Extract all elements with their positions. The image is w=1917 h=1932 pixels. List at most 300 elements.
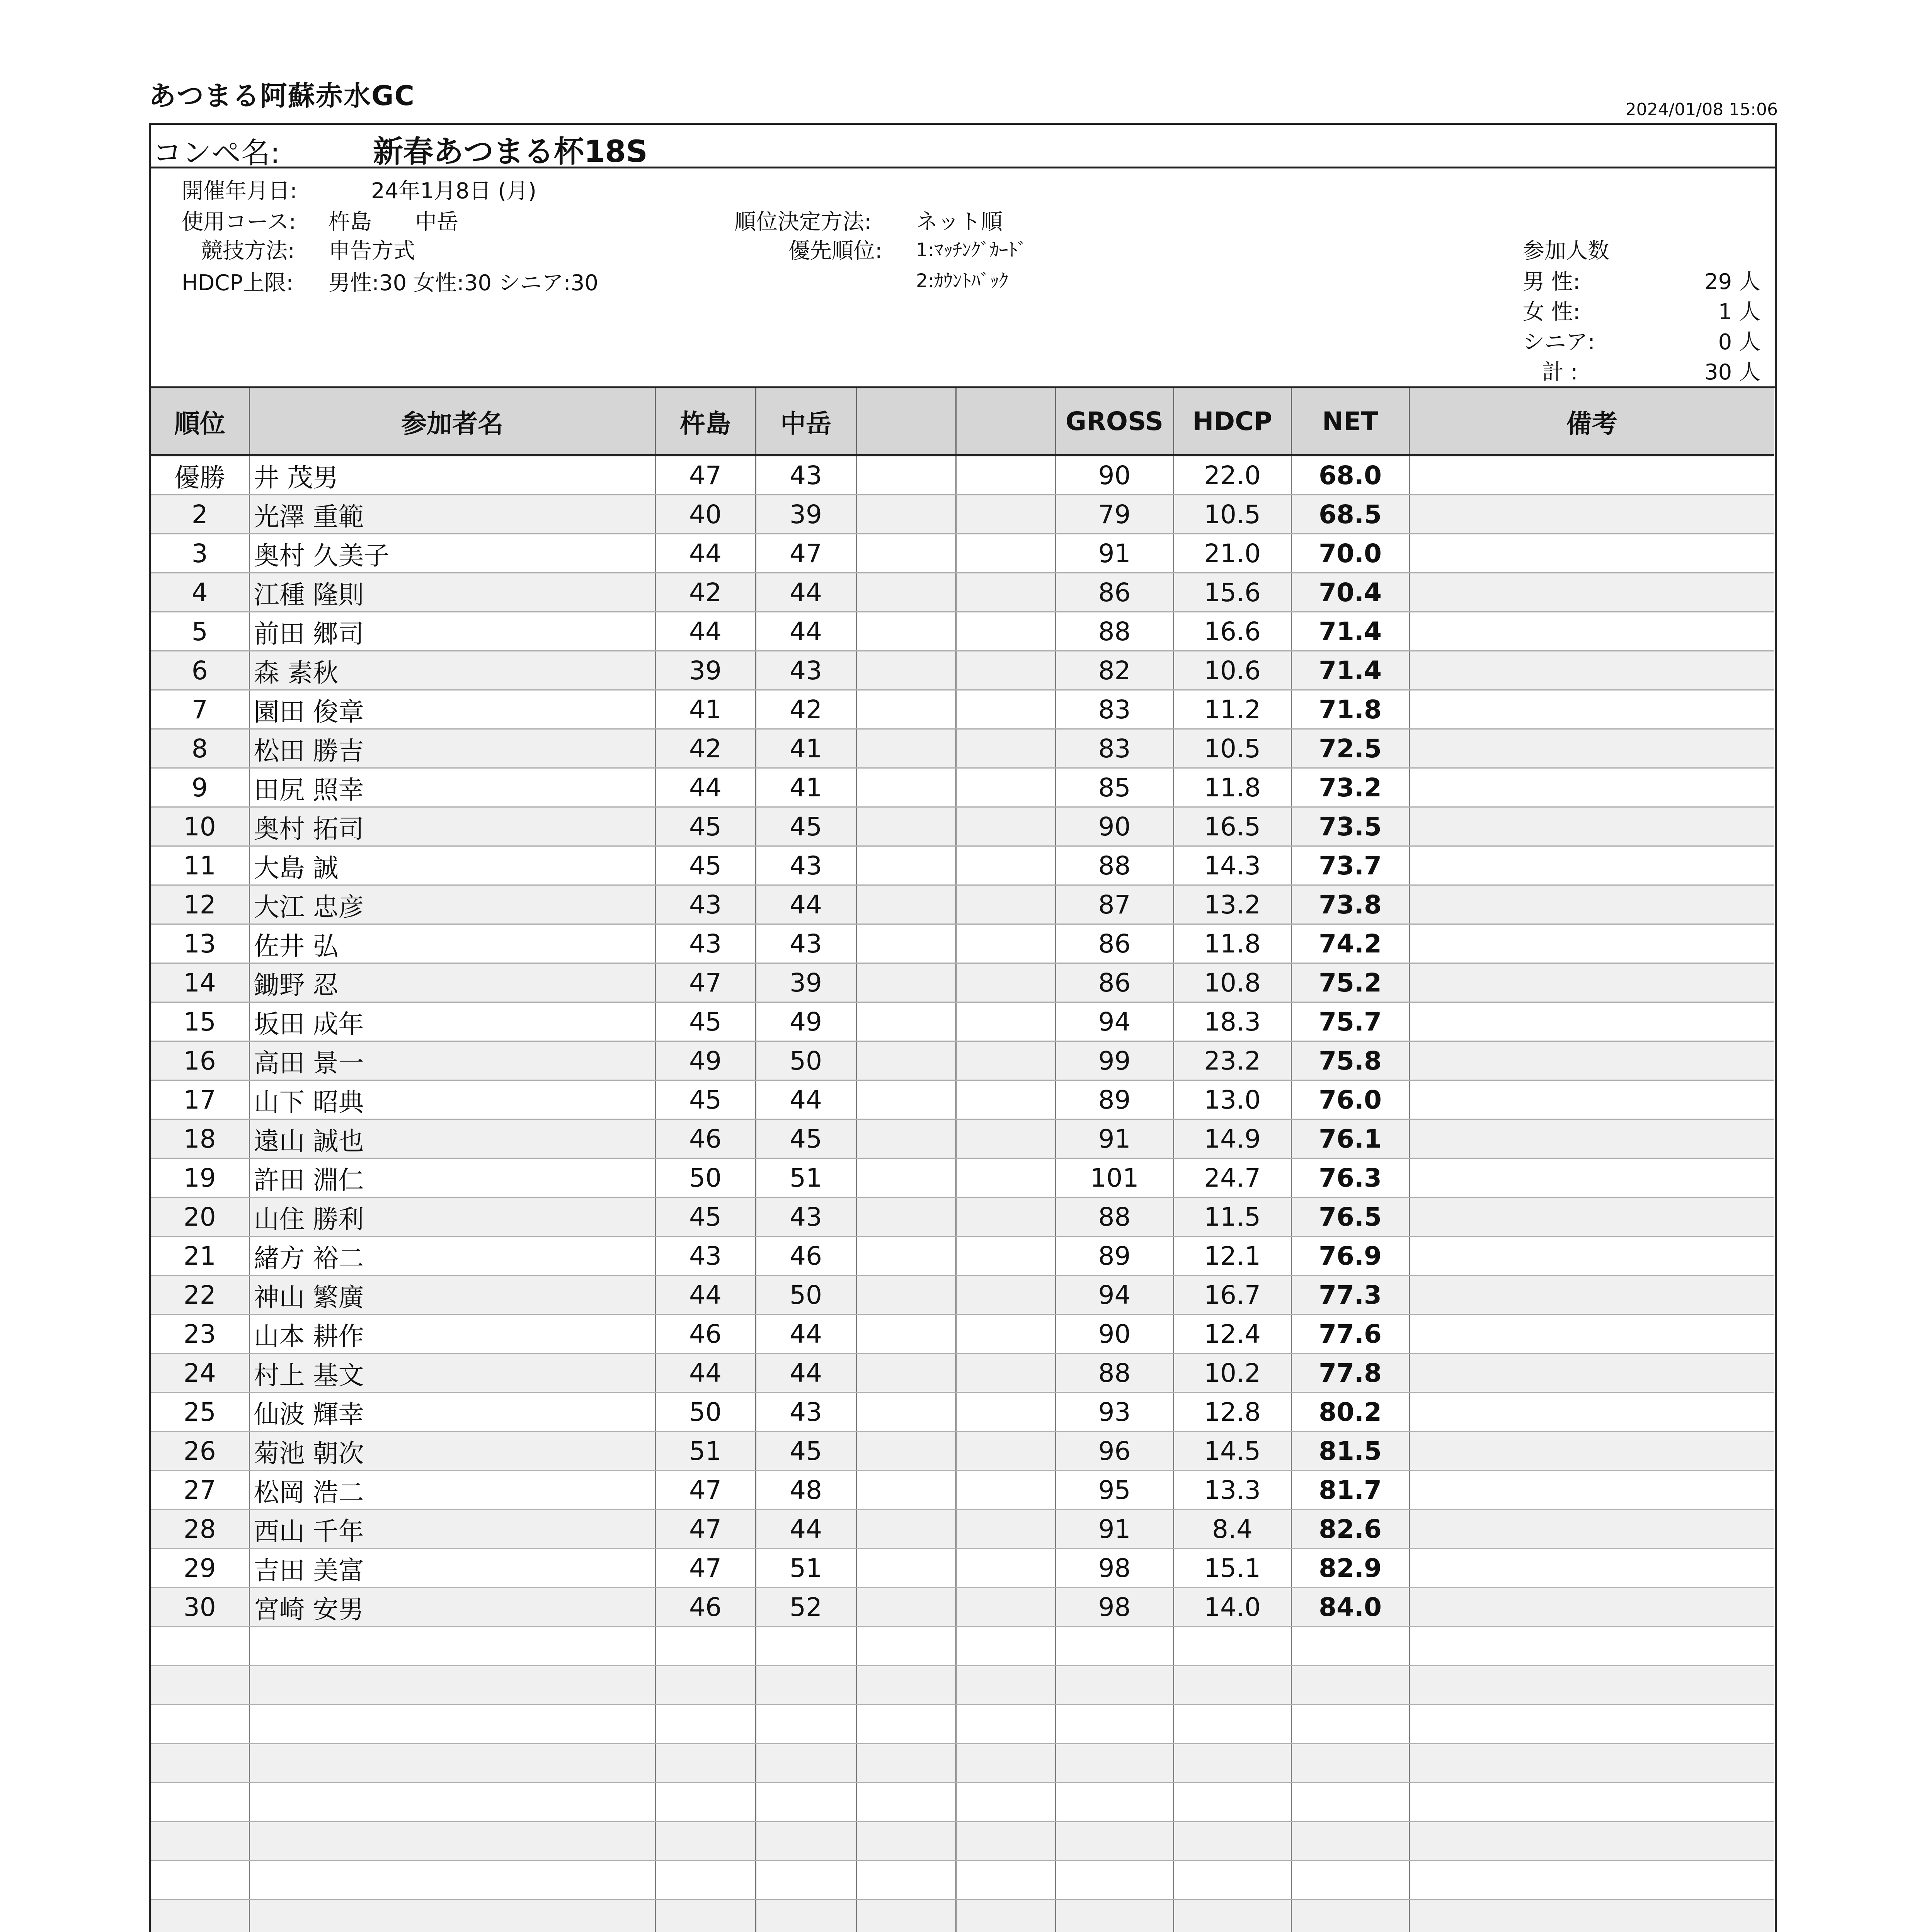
senior-count-label: シニア:: [1523, 330, 1595, 355]
kishima-score-cell: 50: [655, 1158, 756, 1197]
gross-cell: 101: [1056, 1158, 1173, 1197]
net-cell: 73.7: [1291, 846, 1409, 885]
nakadake-score-cell: [756, 1627, 856, 1666]
name-cell: 山本 耕作: [249, 1315, 655, 1354]
remarks-cell: [1409, 651, 1774, 690]
blank-cell: [856, 1080, 956, 1119]
blank-cell: [856, 963, 956, 1002]
hdcp-cell: 10.5: [1173, 495, 1291, 534]
gross-cell: 83: [1056, 690, 1173, 729]
kishima-score-cell: 44: [655, 534, 756, 573]
name-cell: 森 素秋: [249, 651, 655, 690]
gross-cell: 91: [1056, 1119, 1173, 1158]
hdcp-cell: [1173, 1705, 1291, 1744]
table-row: [151, 1197, 1774, 1236]
table-row: [151, 1315, 1774, 1354]
remarks-cell: [1409, 1783, 1774, 1822]
blank-cell: [856, 1315, 956, 1354]
remarks-cell: [1409, 924, 1774, 963]
nakadake-score-cell: 42: [756, 690, 856, 729]
gross-cell: [1056, 1666, 1173, 1705]
name-cell: 吉田 美富: [249, 1549, 655, 1588]
nakadake-score-cell: 45: [756, 1119, 856, 1158]
hdcp-cell: [1173, 1666, 1291, 1705]
nakadake-score-cell: 45: [756, 807, 856, 846]
blank-cell: [856, 1119, 956, 1158]
blank-cell: [856, 1236, 956, 1276]
hdcp-cell: 8.4: [1173, 1510, 1291, 1549]
rank-cell: 29: [151, 1549, 249, 1588]
name-cell: [249, 1705, 655, 1744]
col-header-net: NET: [1291, 388, 1409, 455]
hdcp-cell: 15.1: [1173, 1549, 1291, 1588]
table-row: [151, 1119, 1774, 1158]
remarks-cell: [1409, 1744, 1774, 1783]
nakadake-score-cell: 43: [756, 846, 856, 885]
name-cell: 大江 忠彦: [249, 885, 655, 924]
col-header-rank: 順位: [151, 388, 249, 455]
remarks-cell: [1409, 963, 1774, 1002]
remarks-cell: [1409, 1588, 1774, 1627]
nakadake-score-cell: 44: [756, 612, 856, 651]
rank-cell: [151, 1783, 249, 1822]
hdcp-cell: 22.0: [1173, 455, 1291, 495]
rank-cell: [151, 1666, 249, 1705]
remarks-cell: [1409, 768, 1774, 807]
kishima-score-cell: [655, 1666, 756, 1705]
blank-cell: [956, 1900, 1056, 1932]
kishima-score-cell: 40: [655, 495, 756, 534]
kishima-score-cell: 44: [655, 612, 756, 651]
nakadake-score-cell: 48: [756, 1471, 856, 1510]
blank-cell: [856, 534, 956, 573]
rank-cell: 9: [151, 768, 249, 807]
hdcp-limit-label: HDCP上限:: [182, 270, 293, 296]
gross-cell: [1056, 1861, 1173, 1900]
col-header-blank-1: [856, 388, 956, 455]
rank-cell: 17: [151, 1080, 249, 1119]
hdcp-cell: 21.0: [1173, 534, 1291, 573]
nakadake-score-cell: 43: [756, 1197, 856, 1236]
rank-cell: 20: [151, 1197, 249, 1236]
rank-cell: 2: [151, 495, 249, 534]
table-row: [151, 455, 1774, 495]
kishima-score-cell: 44: [655, 768, 756, 807]
nakadake-score-cell: [756, 1666, 856, 1705]
hdcp-cell: 13.3: [1173, 1471, 1291, 1510]
net-cell: 77.8: [1291, 1354, 1409, 1393]
name-cell: [249, 1744, 655, 1783]
blank-cell: [856, 729, 956, 768]
remarks-cell: [1409, 455, 1774, 495]
gross-cell: 90: [1056, 455, 1173, 495]
blank-cell: [956, 1705, 1056, 1744]
kishima-score-cell: [655, 1744, 756, 1783]
blank-cell: [856, 885, 956, 924]
gross-cell: [1056, 1627, 1173, 1666]
blank-cell: [856, 1041, 956, 1080]
kishima-score-cell: 43: [655, 885, 756, 924]
blank-cell: [856, 1510, 956, 1549]
rank-cell: 4: [151, 573, 249, 612]
remarks-cell: [1409, 612, 1774, 651]
blank-cell: [956, 1080, 1056, 1119]
empty-table-row: [151, 1627, 1774, 1666]
gross-cell: 83: [1056, 729, 1173, 768]
remarks-cell: [1409, 534, 1774, 573]
name-cell: [249, 1783, 655, 1822]
kishima-score-cell: 42: [655, 729, 756, 768]
blank-cell: [956, 1822, 1056, 1861]
remarks-cell: [1409, 846, 1774, 885]
table-row: [151, 1549, 1774, 1588]
net-cell: 82.6: [1291, 1510, 1409, 1549]
blank-cell: [956, 924, 1056, 963]
empty-table-row: [151, 1705, 1774, 1744]
total-count-label: 計 :: [1542, 360, 1578, 385]
gross-cell: 89: [1056, 1236, 1173, 1276]
nakadake-score-cell: [756, 1705, 856, 1744]
hdcp-cell: 23.2: [1173, 1041, 1291, 1080]
hdcp-cell: 16.7: [1173, 1276, 1291, 1315]
blank-cell: [956, 1666, 1056, 1705]
blank-cell: [956, 1158, 1056, 1197]
net-cell: 71.4: [1291, 651, 1409, 690]
name-cell: 村上 基文: [249, 1354, 655, 1393]
rank-cell: 24: [151, 1354, 249, 1393]
name-cell: 高田 景一: [249, 1041, 655, 1080]
kishima-score-cell: [655, 1822, 756, 1861]
net-cell: [1291, 1861, 1409, 1900]
net-cell: [1291, 1627, 1409, 1666]
gross-cell: 95: [1056, 1471, 1173, 1510]
nakadake-score-cell: 43: [756, 1393, 856, 1432]
hdcp-cell: 16.5: [1173, 807, 1291, 846]
remarks-cell: [1409, 885, 1774, 924]
net-cell: 76.9: [1291, 1236, 1409, 1276]
gross-cell: 89: [1056, 1080, 1173, 1119]
blank-cell: [956, 1432, 1056, 1471]
table-row: [151, 924, 1774, 963]
gross-cell: [1056, 1705, 1173, 1744]
col-header-remarks: 備考: [1409, 388, 1774, 455]
rank-cell: 3: [151, 534, 249, 573]
kishima-score-cell: 45: [655, 846, 756, 885]
kishima-score-cell: 44: [655, 1354, 756, 1393]
hdcp-cell: 10.8: [1173, 963, 1291, 1002]
rank-cell: [151, 1705, 249, 1744]
blank-cell: [956, 768, 1056, 807]
hdcp-cell: 14.5: [1173, 1432, 1291, 1471]
hdcp-cell: 16.6: [1173, 612, 1291, 651]
hdcp-cell: 13.2: [1173, 885, 1291, 924]
blank-cell: [956, 573, 1056, 612]
nakadake-score-cell: 46: [756, 1236, 856, 1276]
competition-name: 新春あつまる杯18S: [373, 134, 648, 169]
rank-cell: 23: [151, 1315, 249, 1354]
male-count-label: 男 性:: [1523, 269, 1580, 294]
date-label: 開催年月日:: [182, 179, 297, 204]
remarks-cell: [1409, 729, 1774, 768]
blank-cell: [956, 1393, 1056, 1432]
name-cell: 江種 隆則: [249, 573, 655, 612]
rank-cell: 26: [151, 1432, 249, 1471]
hdcp-cell: 12.8: [1173, 1393, 1291, 1432]
net-cell: 81.5: [1291, 1432, 1409, 1471]
kishima-score-cell: 44: [655, 1276, 756, 1315]
total-count-value: 30 人: [1704, 360, 1760, 385]
remarks-cell: [1409, 1080, 1774, 1119]
name-cell: [249, 1666, 655, 1705]
nakadake-score-cell: 51: [756, 1158, 856, 1197]
kishima-score-cell: 41: [655, 690, 756, 729]
net-cell: 73.8: [1291, 885, 1409, 924]
rank-cell: 27: [151, 1471, 249, 1510]
club-name: あつまる阿蘇赤水GC: [149, 80, 415, 112]
blank-cell: [856, 1393, 956, 1432]
blank-cell: [956, 690, 1056, 729]
nakadake-score-cell: [756, 1744, 856, 1783]
name-cell: 山下 昭典: [249, 1080, 655, 1119]
hdcp-cell: 12.1: [1173, 1236, 1291, 1276]
kishima-score-cell: 45: [655, 1080, 756, 1119]
table-row: [151, 690, 1774, 729]
blank-cell: [956, 651, 1056, 690]
nakadake-score-cell: 52: [756, 1588, 856, 1627]
blank-cell: [856, 1666, 956, 1705]
blank-cell: [856, 807, 956, 846]
date-value: 24年1月8日 (月): [371, 179, 537, 204]
rank-cell: 13: [151, 924, 249, 963]
remarks-cell: [1409, 495, 1774, 534]
gross-cell: [1056, 1900, 1173, 1932]
rank-cell: 18: [151, 1119, 249, 1158]
remarks-cell: [1409, 1900, 1774, 1932]
name-cell: 神山 繁廣: [249, 1276, 655, 1315]
table-header-row: [151, 388, 1774, 455]
col-header-kishima: 杵島: [655, 388, 756, 455]
gross-cell: 94: [1056, 1276, 1173, 1315]
blank-cell: [956, 1002, 1056, 1041]
kishima-score-cell: 47: [655, 455, 756, 495]
ranking-method-value: ネット順: [916, 209, 1003, 235]
gross-cell: 90: [1056, 1315, 1173, 1354]
hdcp-cell: [1173, 1900, 1291, 1932]
competition-label: コンペ名:: [153, 136, 280, 170]
kishima-score-cell: 46: [655, 1119, 756, 1158]
hdcp-cell: 14.9: [1173, 1119, 1291, 1158]
kishima-score-cell: [655, 1783, 756, 1822]
net-cell: [1291, 1705, 1409, 1744]
name-cell: 松岡 浩二: [249, 1471, 655, 1510]
name-cell: 菊池 朝次: [249, 1432, 655, 1471]
name-cell: 山住 勝利: [249, 1197, 655, 1236]
nakadake-score-cell: 47: [756, 534, 856, 573]
rank-cell: 14: [151, 963, 249, 1002]
gross-cell: 90: [1056, 807, 1173, 846]
remarks-cell: [1409, 1393, 1774, 1432]
blank-cell: [956, 1041, 1056, 1080]
net-cell: 75.8: [1291, 1041, 1409, 1080]
kishima-score-cell: 47: [655, 1549, 756, 1588]
priority-1: 1:ﾏｯﾁﾝｸﾞｶｰﾄﾞ: [916, 239, 1027, 261]
blank-cell: [956, 807, 1056, 846]
blank-cell: [856, 1822, 956, 1861]
nakadake-score-cell: 50: [756, 1041, 856, 1080]
net-cell: 77.3: [1291, 1276, 1409, 1315]
nakadake-score-cell: 41: [756, 768, 856, 807]
kishima-score-cell: 47: [655, 1471, 756, 1510]
hdcp-cell: [1173, 1861, 1291, 1900]
table-row: [151, 1510, 1774, 1549]
empty-table-row: [151, 1783, 1774, 1822]
remarks-cell: [1409, 1197, 1774, 1236]
nakadake-score-cell: 44: [756, 1080, 856, 1119]
rank-cell: [151, 1744, 249, 1783]
gross-cell: [1056, 1783, 1173, 1822]
table-row: [151, 729, 1774, 768]
table-row: [151, 807, 1774, 846]
table-row: [151, 1080, 1774, 1119]
table-row: [151, 1393, 1774, 1432]
remarks-cell: [1409, 1276, 1774, 1315]
remarks-cell: [1409, 1627, 1774, 1666]
nakadake-score-cell: 50: [756, 1276, 856, 1315]
blank-cell: [856, 651, 956, 690]
blank-cell: [956, 1315, 1056, 1354]
empty-table-row: [151, 1822, 1774, 1861]
name-cell: 光澤 重範: [249, 495, 655, 534]
rank-cell: 5: [151, 612, 249, 651]
gross-cell: 93: [1056, 1393, 1173, 1432]
net-cell: 80.2: [1291, 1393, 1409, 1432]
gross-cell: 88: [1056, 612, 1173, 651]
blank-cell: [956, 1119, 1056, 1158]
net-cell: 70.4: [1291, 573, 1409, 612]
remarks-cell: [1409, 1158, 1774, 1197]
hdcp-cell: 14.0: [1173, 1588, 1291, 1627]
nakadake-score-cell: 43: [756, 924, 856, 963]
print-timestamp: 2024/01/08 15:06: [1625, 100, 1778, 119]
kishima-score-cell: 46: [655, 1315, 756, 1354]
hdcp-cell: [1173, 1822, 1291, 1861]
net-cell: 68.5: [1291, 495, 1409, 534]
blank-cell: [956, 495, 1056, 534]
remarks-cell: [1409, 1861, 1774, 1900]
name-cell: 仙波 輝幸: [249, 1393, 655, 1432]
nakadake-score-cell: 51: [756, 1549, 856, 1588]
col-header-hdcp: HDCP: [1173, 388, 1291, 455]
gross-cell: 96: [1056, 1432, 1173, 1471]
gross-cell: 94: [1056, 1002, 1173, 1041]
hdcp-cell: 12.4: [1173, 1315, 1291, 1354]
kishima-score-cell: 51: [655, 1432, 756, 1471]
name-cell: 井 茂男: [249, 455, 655, 495]
participants-title: 参加人数: [1523, 238, 1609, 264]
gross-cell: 91: [1056, 1510, 1173, 1549]
kishima-score-cell: 47: [655, 1510, 756, 1549]
col-header-gross: GROSS: [1056, 388, 1173, 455]
net-cell: 75.2: [1291, 963, 1409, 1002]
blank-cell: [856, 768, 956, 807]
name-cell: [249, 1822, 655, 1861]
kishima-score-cell: 45: [655, 1197, 756, 1236]
kishima-score-cell: 47: [655, 963, 756, 1002]
rank-cell: 21: [151, 1236, 249, 1276]
net-cell: [1291, 1900, 1409, 1932]
blank-cell: [856, 1276, 956, 1315]
rank-cell: [151, 1900, 249, 1932]
kishima-score-cell: 43: [655, 924, 756, 963]
table-row: [151, 573, 1774, 612]
blank-cell: [856, 1705, 956, 1744]
nakadake-score-cell: 44: [756, 573, 856, 612]
gross-cell: 86: [1056, 963, 1173, 1002]
course-label: 使用コース:: [182, 209, 296, 235]
rank-cell: 6: [151, 651, 249, 690]
rank-cell: 10: [151, 807, 249, 846]
name-cell: 奥村 拓司: [249, 807, 655, 846]
blank-cell: [856, 1197, 956, 1236]
name-cell: 前田 郷司: [249, 612, 655, 651]
nakadake-score-cell: 44: [756, 885, 856, 924]
name-cell: 緒方 裕二: [249, 1236, 655, 1276]
blank-cell: [956, 1744, 1056, 1783]
kishima-score-cell: [655, 1900, 756, 1932]
kishima-score-cell: 43: [655, 1236, 756, 1276]
name-cell: 宮崎 安男: [249, 1588, 655, 1627]
blank-cell: [856, 573, 956, 612]
ranking-method-label: 順位決定方法:: [734, 209, 872, 235]
empty-table-row: [151, 1861, 1774, 1900]
table-row: [151, 612, 1774, 651]
rank-cell: 28: [151, 1510, 249, 1549]
kishima-score-cell: 50: [655, 1393, 756, 1432]
remarks-cell: [1409, 1236, 1774, 1276]
empty-table-row: [151, 1900, 1774, 1932]
kishima-score-cell: [655, 1705, 756, 1744]
blank-cell: [856, 495, 956, 534]
net-cell: 76.0: [1291, 1080, 1409, 1119]
format-value: 申告方式: [329, 238, 415, 264]
table-row: [151, 1236, 1774, 1276]
remarks-cell: [1409, 1002, 1774, 1041]
blank-cell: [956, 534, 1056, 573]
name-cell: 遠山 誠也: [249, 1119, 655, 1158]
blank-cell: [956, 1549, 1056, 1588]
net-cell: 81.7: [1291, 1471, 1409, 1510]
net-cell: [1291, 1744, 1409, 1783]
blank-cell: [856, 1900, 956, 1932]
net-cell: 84.0: [1291, 1588, 1409, 1627]
table-row: [151, 1588, 1774, 1627]
remarks-cell: [1409, 1432, 1774, 1471]
blank-cell: [956, 1627, 1056, 1666]
remarks-cell: [1409, 1549, 1774, 1588]
blank-cell: [856, 1783, 956, 1822]
remarks-cell: [1409, 1354, 1774, 1393]
rank-cell: 7: [151, 690, 249, 729]
net-cell: 76.1: [1291, 1119, 1409, 1158]
table-row: [151, 846, 1774, 885]
rank-cell: 8: [151, 729, 249, 768]
kishima-score-cell: 42: [655, 573, 756, 612]
name-cell: [249, 1900, 655, 1932]
remarks-cell: [1409, 1666, 1774, 1705]
kishima-score-cell: 49: [655, 1041, 756, 1080]
kishima-score-cell: [655, 1627, 756, 1666]
remarks-cell: [1409, 1471, 1774, 1510]
